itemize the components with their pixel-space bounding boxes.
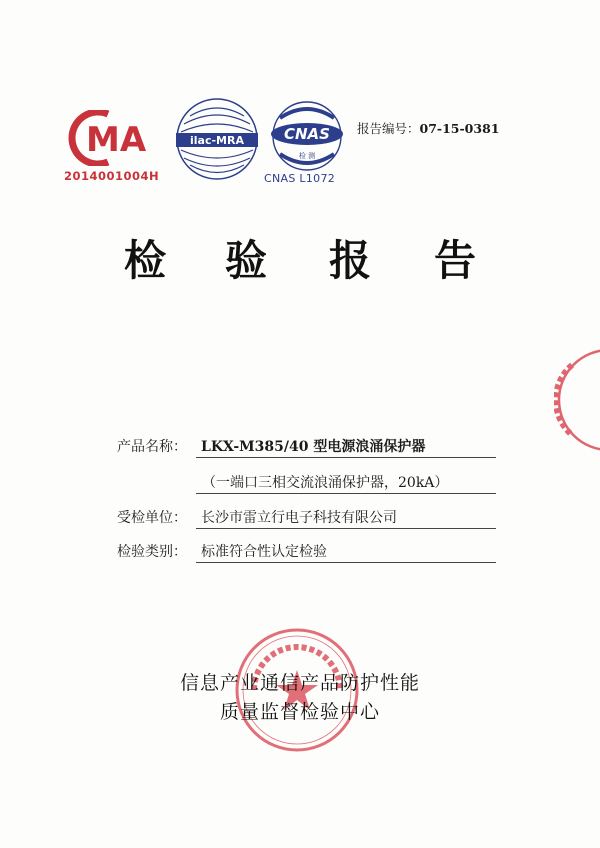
- client-value: 长沙市雷立行电子科技有限公司: [201, 510, 397, 526]
- report-number-label: 报告编号：: [357, 121, 420, 136]
- product-underline: [196, 457, 496, 458]
- cma-number: 2014001004H: [64, 169, 160, 183]
- cma-logo: [64, 110, 160, 190]
- organization-line-1: 信息产业通信产品防护性能: [179, 672, 420, 694]
- product-underline-2: [196, 493, 496, 494]
- cma-mark-icon: [64, 110, 154, 166]
- title-char-4: 告: [434, 236, 477, 285]
- report-number-value: 07-15-0381: [419, 121, 500, 136]
- client-label: 受检单位：: [117, 510, 187, 526]
- ilac-text: ilac-MRA: [190, 134, 244, 147]
- organization-line-2: 质量监督检验中心: [219, 701, 380, 723]
- title-char-1: 检: [124, 236, 167, 285]
- cnas-code: CNAS L1072: [264, 172, 336, 185]
- ilac-mra-logo-icon: [172, 94, 262, 184]
- report-number: [357, 119, 499, 137]
- edge-seal-icon: [554, 345, 600, 455]
- cnas-text: CNAS: [284, 125, 330, 143]
- product-value-2: （一端口三相交流浪涌保护器，20kA）: [202, 475, 449, 491]
- title-char-2: 验: [225, 236, 268, 285]
- type-label: 检验类别：: [117, 544, 187, 560]
- cma-mark-text: MA: [86, 120, 147, 160]
- type-underline: [196, 562, 496, 563]
- product-label: 产品名称：: [117, 439, 187, 455]
- product-value: LKX-M385/40 型电源浪涌保护器: [201, 439, 426, 455]
- cnas-sub-text: 检 测: [298, 152, 316, 160]
- type-value: 标准符合性认定检验: [201, 544, 327, 560]
- client-underline: [196, 528, 496, 529]
- title-char-3: 报: [329, 236, 372, 285]
- page-title: [0, 228, 600, 298]
